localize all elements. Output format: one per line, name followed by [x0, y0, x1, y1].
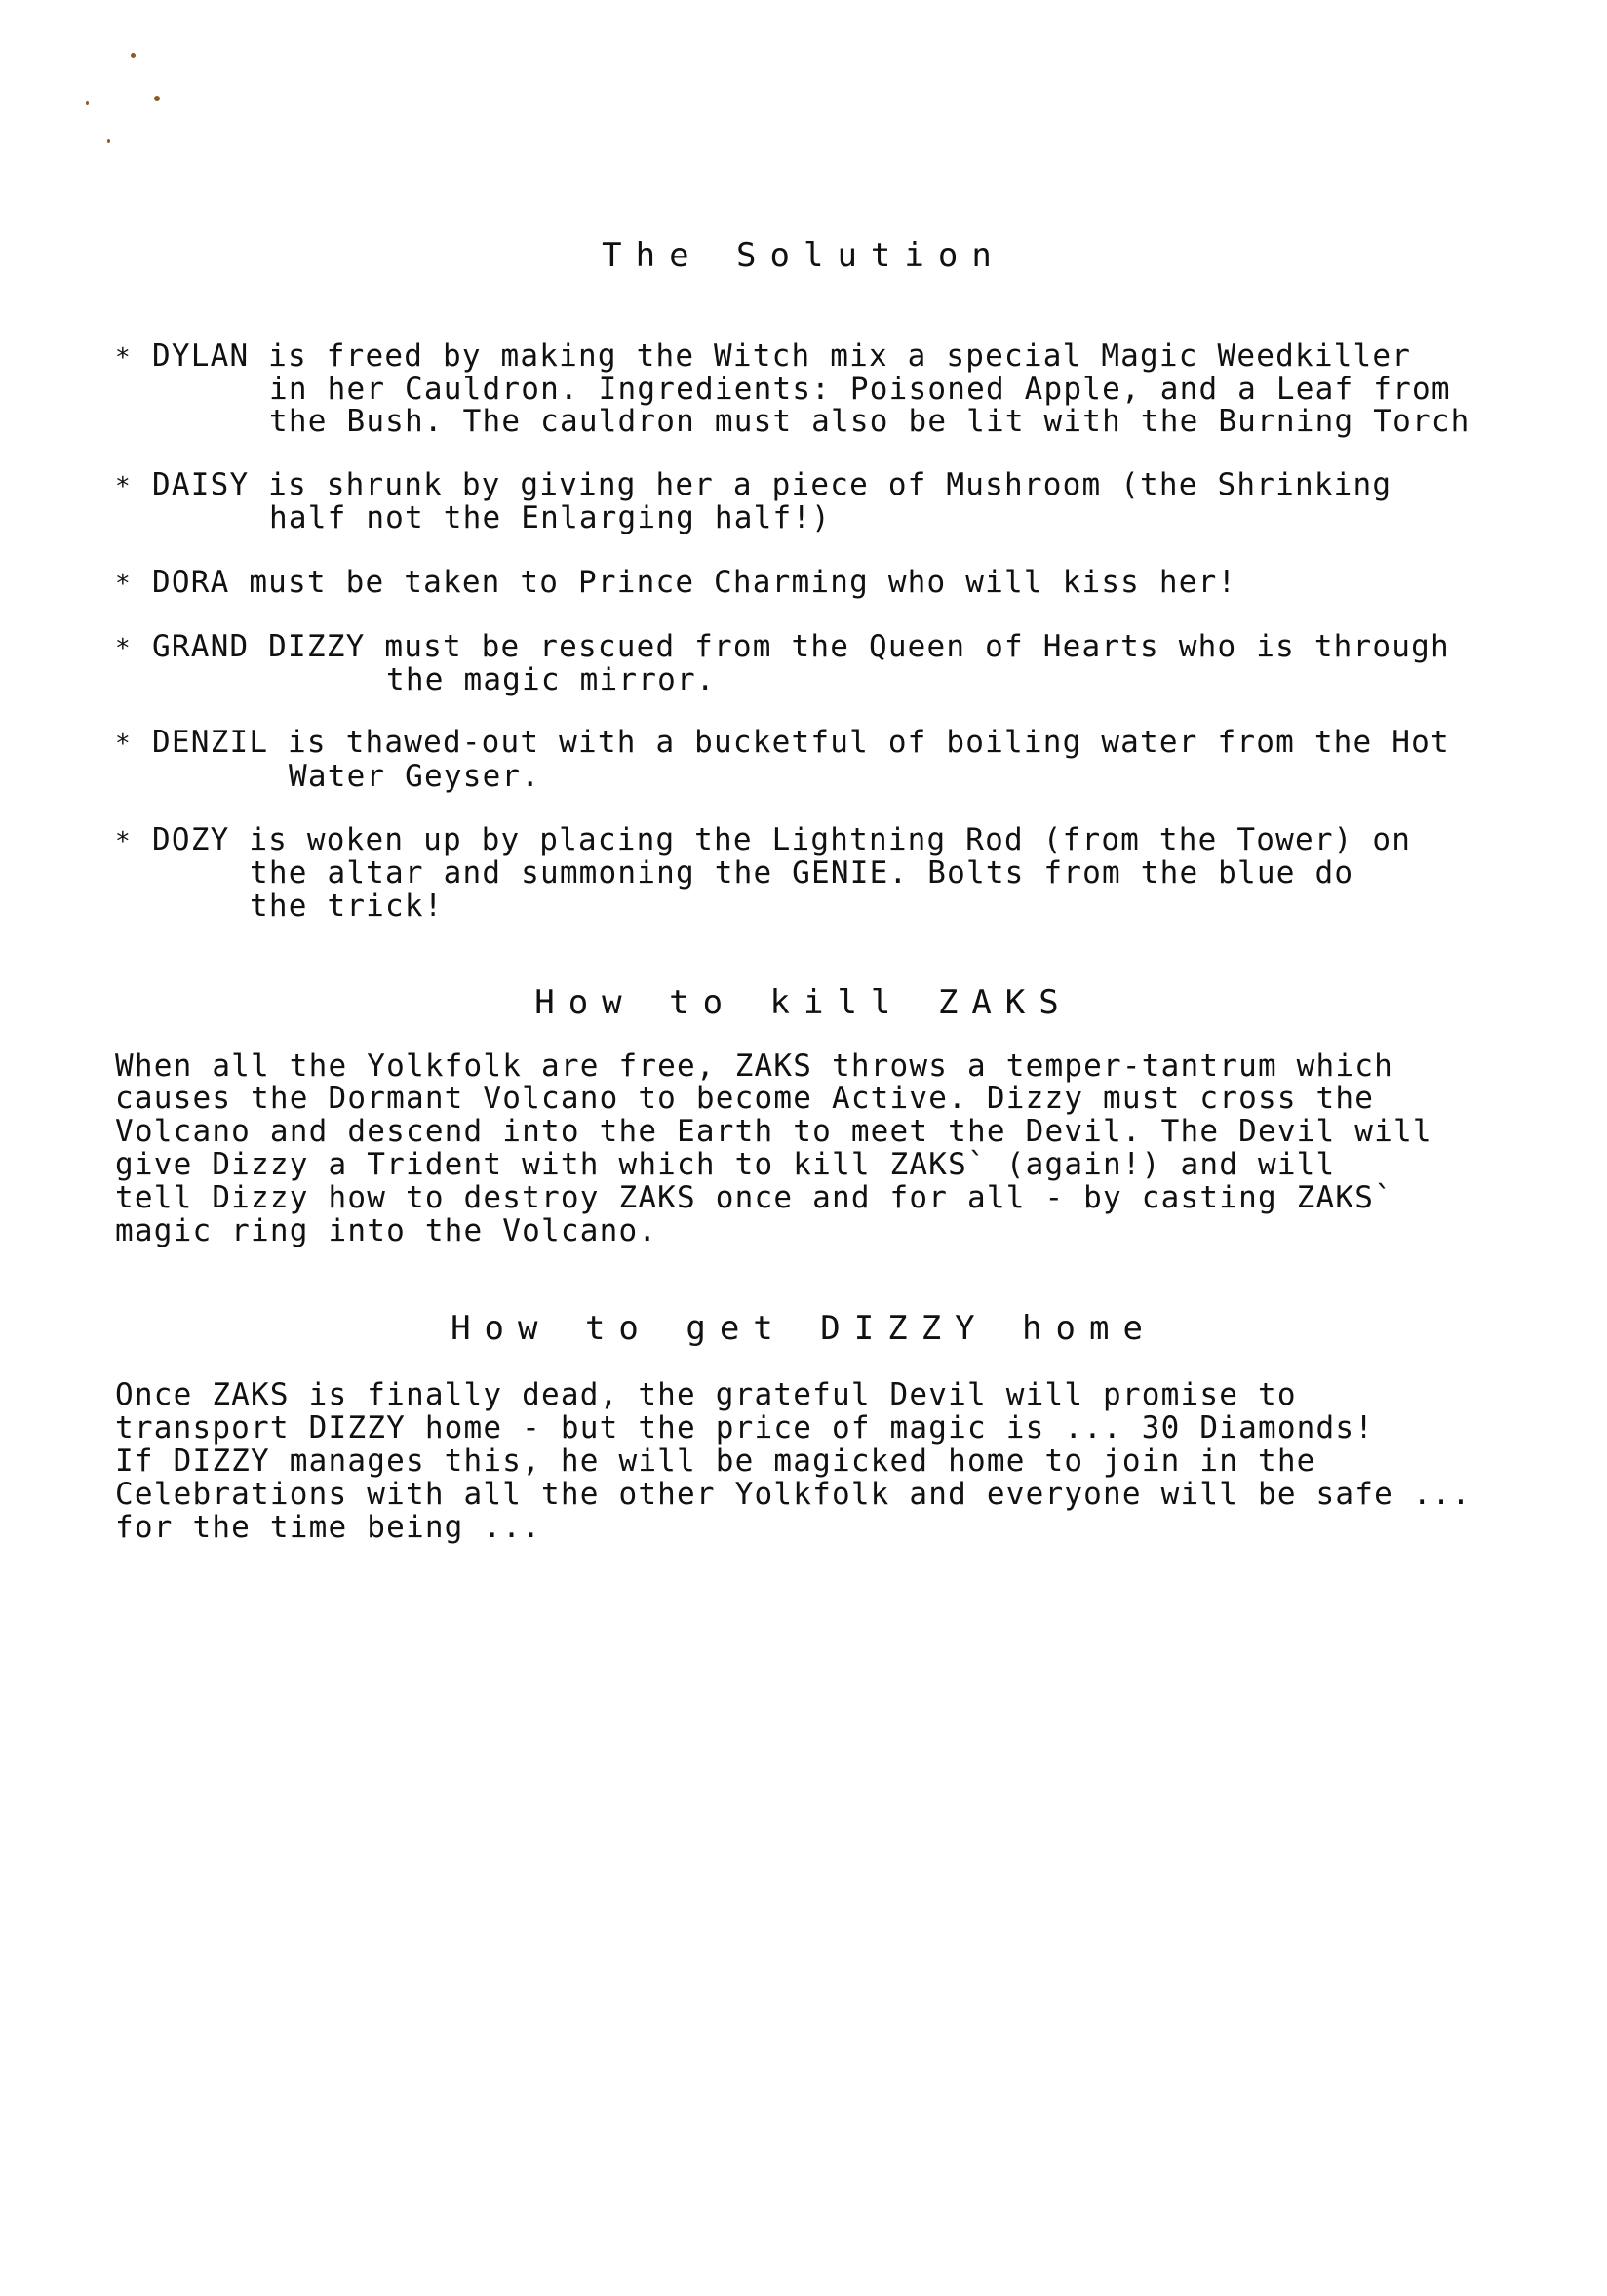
heading-solution: The Solution — [602, 236, 1005, 275]
text-line: the trick! — [250, 889, 444, 924]
text-line: the magic mirror. — [386, 662, 716, 697]
text-line: magic ring into the Volcano. — [115, 1213, 658, 1248]
ink-speck — [107, 139, 110, 143]
text-line: give Dizzy a Trident with which to kill ZAKS` (again!) and will — [115, 1147, 1336, 1182]
text-line: DYLAN is freed by making the Witch mix a special Magic Weedkiller — [152, 338, 1412, 374]
text-line: causes the Dormant Volcano to become Active. Dizzy must cross the — [115, 1081, 1375, 1116]
text-line: in her Cauldron. Ingredients: Poisoned Apple, and a Leaf from — [269, 372, 1451, 407]
bullet-asterisk: * — [115, 343, 131, 373]
text-line: If DIZZY manages this, he will be magicked home to join in the — [115, 1444, 1316, 1479]
heading-get-home: How to get DIZZY home — [451, 1309, 1156, 1348]
text-line: transport DIZZY home - but the price of magic is ... 30 Diamonds! — [115, 1410, 1375, 1445]
text-line: tell Dizzy how to destroy ZAKS once and for all - by casting ZAKS` — [115, 1180, 1393, 1215]
text-line: DORA must be taken to Prince Charming who will kiss her! — [152, 565, 1237, 600]
text-line: When all the Yolkfolk are free, ZAKS throws a temper-tantrum which — [115, 1049, 1393, 1084]
text-line: DOZY is woken up by placing the Lightning Rod (from the Tower) on — [152, 822, 1412, 857]
text-line: the Bush. The cauldron must also be lit with the Burning Torch — [269, 404, 1470, 439]
text-line: half not the Enlarging half!) — [269, 500, 832, 535]
bullet-asterisk: * — [115, 472, 131, 501]
bullet-asterisk: * — [115, 730, 131, 759]
text-line: the altar and summoning the GENIE. Bolts from the blue do — [250, 855, 1354, 891]
text-line: Once ZAKS is finally dead, the grateful Devil will promise to — [115, 1377, 1297, 1412]
text-line: Water Geyser. — [289, 759, 541, 794]
bullet-asterisk: * — [115, 634, 131, 663]
bullet-asterisk: * — [115, 570, 131, 599]
ink-speck — [86, 101, 89, 105]
text-line: DAISY is shrunk by giving her a piece of Mushroom (the Shrinking — [152, 467, 1392, 502]
text-line: Volcano and descend into the Earth to meet the Devil. The Devil will — [115, 1114, 1432, 1149]
ink-speck — [131, 53, 136, 58]
text-line: DENZIL is thawed-out with a bucketful of boiling water from the Hot — [152, 725, 1450, 760]
text-line: GRAND DIZZY must be rescued from the Queen of Hearts who is through — [152, 629, 1450, 664]
bullet-asterisk: * — [115, 827, 131, 856]
text-line: Celebrations with all the other Yolkfolk and everyone will be safe ... — [115, 1477, 1471, 1512]
ink-speck — [154, 96, 160, 101]
text-line: for the time being ... — [115, 1510, 541, 1545]
heading-kill-zaks: How to kill ZAKS — [534, 983, 1073, 1022]
